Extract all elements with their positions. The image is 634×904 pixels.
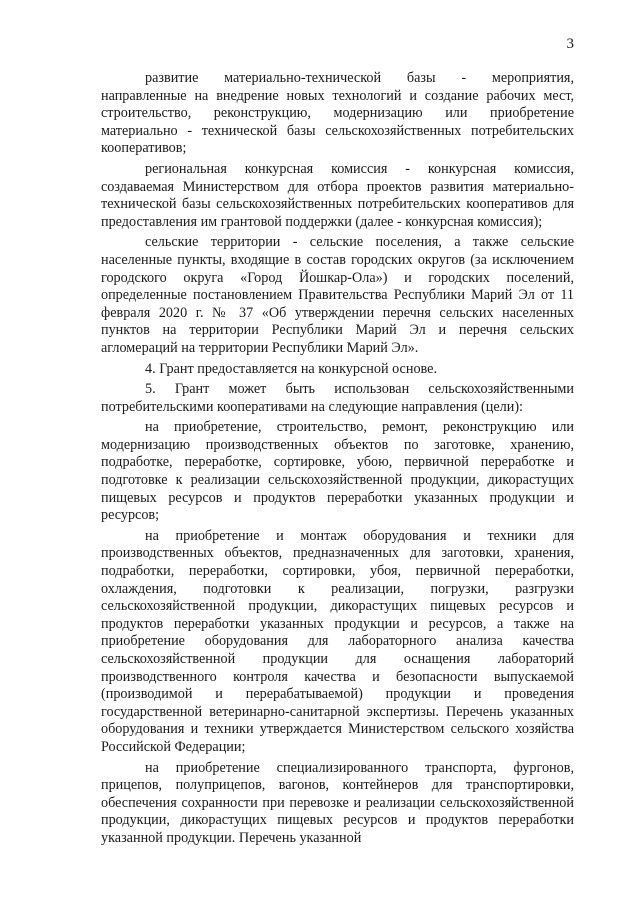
paragraph-purpose-facilities: на приобретение, строительство, ремонт, реконструкцию или модернизацию производственных объектов по заготовке, хранению, подработке, переработке, сортировке, убою, первичной переработке и подготовке к реализации сельскохозяйственной продукции, дикорастущих пищевых ресурсов и продуктов переработки указанных продукции и ресурсов; [101, 419, 574, 524]
paragraph-material-base-definition: развитие материально-технической базы - мероприятия, направленные на внедрение новых технологий и создание рабочих мест, строительство, реконструкцию, модернизацию или приобретение материально - технической базы сельскохозяйственных потребительских кооперативов; [101, 70, 574, 157]
paragraph-item-4: 4. Грант предоставляется на конкурсной основе. [145, 360, 437, 377]
paragraph-rural-territories-definition: сельские территории - сельские поселения, а также сельские населенные пункты, входящие в состав городских округов (за исключением городского округа «Город Йошкар-Ола») и городских поселений, определенные постановлением Правительства Республики Марий Эл от 11 февраля 2020 г. № 37 «Об утверждении перечня сельских населенных пунктов на территории Республики Марий Эл и перечня сельских агломераций на территории Республики Марий Эл». [101, 234, 574, 356]
paragraph-purpose-transport: на приобретение специализированного транспорта, фургонов, прицепов, полуприцепов, вагонов, контейнеров для транспортировки, обеспечения сохранности при перевозке и реализации сельскохозяйственной продукции, дикорастущих пищевых ресурсов и продуктов переработки указанной продукции. Перечень указанной [101, 759, 574, 846]
page-number: 3 [566, 36, 574, 52]
paragraph-purpose-equipment: на приобретение и монтаж оборудования и техники для производственных объектов, предназначенных для заготовки, хранения, подработки, переработки, сортировки, убоя, первичной переработки, охлаждения, подготовки к реализации, погрузки, разгрузки сельскохозяйственной продукции, дикорастущих пищевых ресурсов и продуктов переработки указанных продукции и ресурсов, а также на приобретение оборудования для лабораторного анализа качества сельскохозяйственной продукции для оснащения лабораторий производственного контроля качества и безопасности выпускаемой (производимой и перерабатываемой) продукции и проведения государственной ветеринарно-санитарной экспертизы. Перечень указанных оборудования и техники утверждается Министерством сельского хозяйства Российской Федерации; [101, 527, 574, 755]
document-body [101, 70, 574, 851]
paragraph-regional-commission-definition: региональная конкурсная комиссия - конкурсная комиссия, создаваемая Министерством для отбора проектов развития материально-технической базы сельскохозяйственных потребительских кооперативов для предоставления им грантовой поддержки (далее - конкурсная комиссия); [101, 160, 574, 230]
paragraph-item-5: 5. Грант может быть использован сельскохозяйственными потребительскими кооперативами на следующие направления (цели): [101, 381, 574, 415]
